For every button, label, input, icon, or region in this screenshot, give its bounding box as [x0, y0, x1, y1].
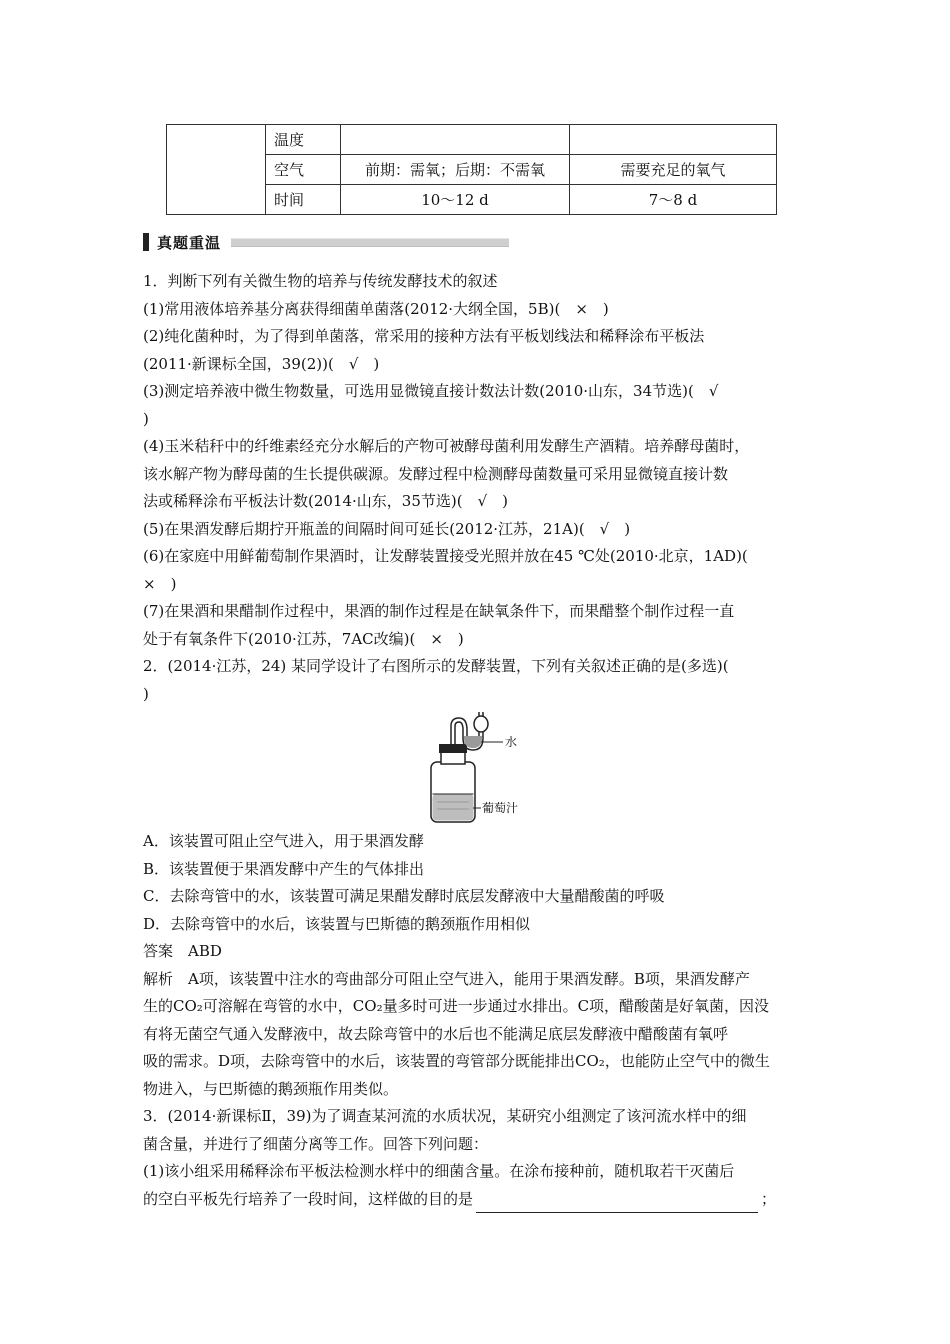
table-cell-label: 空气: [266, 155, 341, 185]
text-line: 处于有氧条件下(2010·江苏，7AC改编)( × ): [143, 629, 464, 648]
text-line: 解析 A项，该装置中注水的弯曲部分可阻止空气进入，能用于果酒发酵。B项，果酒发酵产: [143, 969, 750, 988]
questions-block: [143, 268, 811, 708]
fermentation-apparatus-figure: [415, 712, 535, 824]
table-cell: 需要充足的氧气: [570, 155, 777, 185]
text-line: 1．判断下列有关微生物的培养与传统发酵技术的叙述: [143, 272, 498, 290]
answer-line: 答案 ABD: [143, 942, 222, 960]
blank-prefix: 的空白平板先行培养了一段时间，这样做的目的是: [143, 1189, 474, 1208]
grape-juice-label: 葡萄汁: [482, 801, 519, 815]
text-line: 吸的需求。D项，去除弯管中的水后，该装置的弯管部分既能排出CO₂，也能防止空气中的微生: [143, 1052, 770, 1070]
table-cell: 7～8 d: [570, 185, 777, 215]
table-cell-label: 温度: [266, 125, 341, 155]
text-line: 生的CO₂可溶解在弯管的水中，CO₂量多时可进一步通过水排出。C项，醋酸菌是好氧菌，因没: [143, 997, 770, 1015]
table-cell: [570, 125, 777, 155]
section-marker: [143, 233, 149, 251]
option-d: D．去除弯管中的水后，该装置与巴斯德的鹅颈瓶作用相似: [143, 914, 531, 933]
text-line: (2011·新课标全国，39(2))( √ ): [143, 354, 380, 373]
text-line: 法或稀释涂布平板法计数(2014·山东，35节选)( √ ): [143, 492, 508, 510]
section-title: 真题重温: [157, 233, 222, 252]
text-line: (4)玉米秸秆中的纤维素经充分水解后的产物可被酵母菌利用发酵生产酒精。培养酵母菌时，: [143, 437, 750, 455]
text-line: 菌含量，并进行了细菌分离等工作。回答下列问题：: [143, 1134, 489, 1153]
table-cell: 10～12 d: [341, 185, 570, 215]
table-cell: [341, 125, 570, 155]
text-line: 该水解产物为酵母菌的生长提供碳源。发酵过程中检测酵母菌数量可采用显微镜直接计数: [143, 464, 729, 483]
text-line: 3．(2014·新课标Ⅱ，39)为了调查某河流的水质状况，某研究小组测定了该河流水样中的细: [143, 1107, 747, 1125]
option-b: B．该装置便于果酒发酵中产生的气体排出: [143, 859, 425, 878]
text-line: ): [143, 409, 149, 428]
text-line: (7)在果酒和果醋制作过程中，果酒的制作过程是在缺氧条件下，而果醋整个制作过程一直: [143, 602, 735, 620]
text-line: 2．(2014·江苏，24) 某同学设计了右图所示的发酵装置，下列有关叙述正确的是(多选)(: [143, 657, 729, 675]
table-cell: 前期：需氧；后期：不需氧: [341, 155, 570, 185]
text-line: × ): [143, 574, 177, 593]
blank-suffix: ；: [761, 1189, 777, 1208]
water-label: 水: [505, 735, 518, 749]
text-line: (3)测定培养液中微生物数量，可选用显微镜直接计数法计数(2010·山东，34节选)( √: [143, 382, 719, 400]
text-line: ): [143, 684, 149, 703]
option-a: A．该装置可阻止空气进入，用于果酒发酵: [143, 832, 424, 850]
text-line: 物进入，与巴斯德的鹅颈瓶作用类似。: [143, 1079, 399, 1098]
table-cell-merged: [167, 125, 266, 215]
text-line: (2)纯化菌种时，为了得到单菌落，常采用的接种方法有平板划线法和稀释涂布平板法: [143, 327, 705, 345]
apparatus-diagram: [415, 712, 535, 824]
text-line: (1)常用液体培养基分离获得细菌单菌落(2012·大纲全国，5B)( × ): [143, 299, 609, 318]
text-line-with-blank: [143, 1186, 811, 1214]
comparison-table: [166, 124, 777, 215]
section-rule: [231, 238, 509, 247]
table-row: [167, 125, 777, 155]
text-line: (6)在家庭中用鲜葡萄制作果酒时，让发酵装置接受光照并放在45 ℃处(2010·北京，1AD)(: [143, 547, 748, 565]
table-cell-label: 时间: [266, 185, 341, 215]
text-line: (1)该小组采用稀释涂布平板法检测水样中的细菌含量。在涂布接种前，随机取若干灭菌后: [143, 1162, 735, 1180]
text-line: (5)在果酒发酵后期拧开瓶盖的间隔时间可延长(2012·江苏，21A)( √ ): [143, 519, 631, 538]
text-line: 有将无菌空气通入发酵液中，故去除弯管中的水后也不能满足底层发酵液中醋酸菌有氧呼: [143, 1024, 729, 1043]
option-c: C．去除弯管中的水，该装置可满足果醋发酵时底层发酵液中大量醋酸菌的呼吸: [143, 887, 665, 905]
answer-blank[interactable]: [476, 1194, 758, 1213]
options-and-answers-block: [143, 828, 811, 1213]
section-header: [143, 233, 509, 251]
